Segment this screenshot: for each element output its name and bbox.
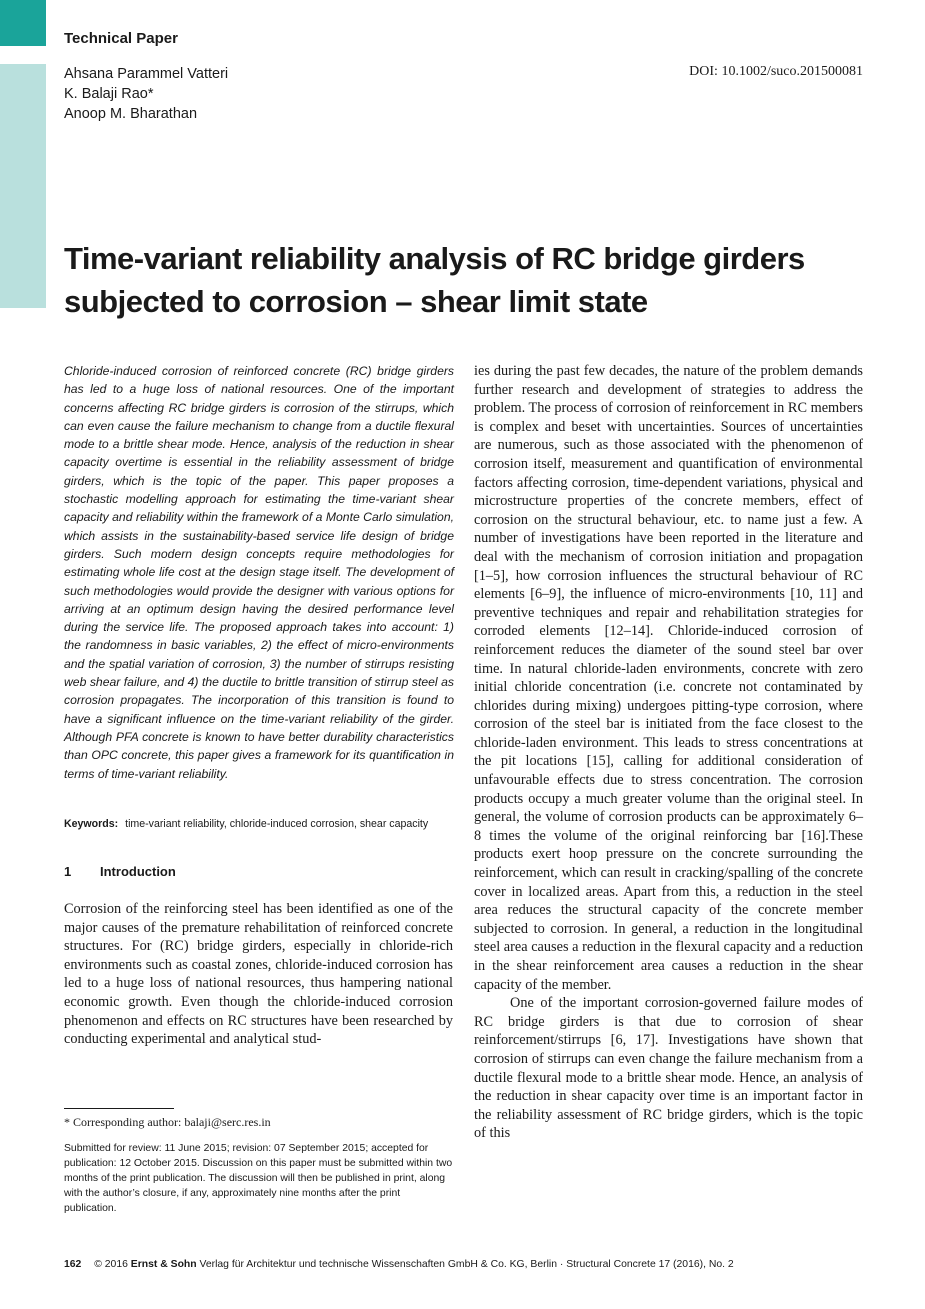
author-name: Anoop M. Bharathan [64, 106, 198, 122]
accent-bar-top [0, 0, 46, 46]
title-line: Time-variant reliability analysis of RC bridge girders [64, 241, 805, 276]
section-number: 1 [64, 864, 72, 879]
submission-note: Submitted for review: 11 June 2015; revision: 07 September 2015; accepted for publication: 12 October 2015. Discussion on this paper must be submitted within two months of the print publication. The discussion will then be published in print, along with the author’s closure, if any, approximately nine months after the print publication. [64, 1143, 453, 1214]
intro-paragraph: Corrosion of the reinforcing steel has been identified as one of the major causes of the premature rehabilitation of reinforced concrete structures. For (RC) bridge girders, especially in chloride-rich environments such as coastal zones, chloride-induced corrosion has led to a huge loss of national resources, thus hampering national economic growth. Even though the chloride-induced corrosion phenomenon and effects on RC structures have been researched by conducting experimental and analytical stud- [64, 901, 453, 1048]
right-column [474, 362, 863, 1143]
publisher-details: Verlag für Architektur und technische Wissenschaften GmbH & Co. KG, Berlin · Structural Concrete 17 (2016), No. 2 [199, 1259, 734, 1270]
corresponding-author-footnote: * Corresponding author: balaji@serc.res.in [64, 1115, 271, 1129]
page-footer [64, 1259, 734, 1270]
body-paragraph: ies during the past few decades, the nature of the problem demands further research and development of strategies to address the problem. The process of corrosion of reinforcement in RC members is complex and beset with uncertainties. Sources of uncertainties are numerous, such as those associated with the phenomenon of corrosion itself, measurement and quantification of environmental factors affecting corrosion, time-dependent variations, physical and microstructure properties of the concrete members, effect of corrosion on the structural behaviour, etc. to name just a few. A number of investigations have been reported in the literature and deal with the mechanism of corrosion initiation and propagation [1–5], how corrosion influences the structural behaviour of RC elements [6–9], the influence of micro-environments [10, 11] and preventive techniques and repair and rehabilitation strategies for corroded elements [12–14]. Chloride-induced corrosion of reinforcement reduces the diameter of the sound steel bar over time. In natural chloride-laden environments, concrete with zero initial chloride concentration (i.e. concrete not contaminated by chlorides during mixing) undergoes pitting-type corrosion, where corrosion of the steel bar is initiated from the face closest to the chloride-laden environment. This leads to stress concentrations at the pit locations [15], calling for additional consideration of unfavourable effects due to stress concentration. The corrosion products occupy a much greater volume than the original steel. In general, the volume of corrosion products can be approximately 6–8 times the volume of the original reinforcing bar [16].These products exert hoop pressure on the concrete surrounding the reinforcement, which can result in cracking/spalling of the concrete cover in localized areas. Apart from this, a reduction in the steel area reduces the structural capacity of the concrete member subjected to corrosion. In general, a reduction in the longitudinal steel area causes a reduction in the flexural capacity and a reduction in the shear reinforcement area causes a reduction in the shear capacity of the member. [474, 363, 863, 993]
abstract: Chloride-induced corrosion of reinforced concrete (RC) bridge girders has led to a huge loss of national resources. One of the important concerns affecting RC bridge girders is corrosion of the stirrups, which can even cause the failure mechanism to change from a ductile flexural mode to a brittle shear mode. Hence, analysis of the reduction in shear capacity overtime is essential in the reliability assessment of bridge girders, which is the topic of the paper. This paper proposes a stochastic modelling approach for estimating the time-variant shear capacity and reliability within the framework of a Monte Carlo simulation, which assists in the sustainability-based service life design of bridge girders. Such modern design concepts require methodologies for estimating whole life cost at the design stage itself. The development of such methodologies would provide the designer with various options for arriving at an optimum design having the desired performance level during the service life. The proposed approach takes into account: 1) the randomness in basic variables, 2) the effect of micro-environments and the spatial variation of corrosion, 3) the number of stirrups resisting web shear failure, and 4) the ductile to brittle transition of stirrup steel as corrosion propagates. The incorporation of this transition is found to have a significant influence on the time-variant reliability of the girder. Although PFA concrete is known to have better durability characteristics than OPC concrete, this paper gives a framework for its quantification in terms of time-variant reliability. [64, 364, 454, 781]
section-heading [64, 864, 176, 879]
body-paragraph: One of the important corrosion-governed failure modes of RC bridge girders is that due to corrosion of shear reinforcement/stirrups [6, 17]. Investigations have shown that corrosion of stirrups can even change the failure mechanism from a ductile flexural mode to a brittle shear mode. Hence, an analysis of the reduction in shear capacity over time is an important factor in the reliability assessment of RC bridge girders, which is the topic of this [474, 995, 863, 1142]
footnote-divider [64, 1108, 174, 1109]
accent-bar-side [0, 64, 46, 308]
section-title: Introduction [100, 864, 176, 879]
copyright: © 2016 [94, 1259, 128, 1270]
keywords-text: time-variant reliability, chloride-induced corrosion, shear capacity [125, 818, 429, 830]
author-name: Ahsana Parammel Vatteri [64, 66, 229, 82]
paper-title [64, 237, 864, 323]
page-number: 162 [64, 1259, 82, 1270]
keywords [64, 818, 464, 830]
author-list [64, 64, 228, 124]
doi-link[interactable]: DOI: 10.1002/suco.201500081 [689, 64, 863, 79]
author-name: K. Balaji Rao* [64, 86, 154, 102]
paper-type-label: Technical Paper [64, 30, 178, 47]
keywords-label: Keywords: [64, 818, 119, 830]
publisher-name: Ernst & Sohn [130, 1259, 197, 1270]
title-line: subjected to corrosion – shear limit state [64, 284, 648, 319]
